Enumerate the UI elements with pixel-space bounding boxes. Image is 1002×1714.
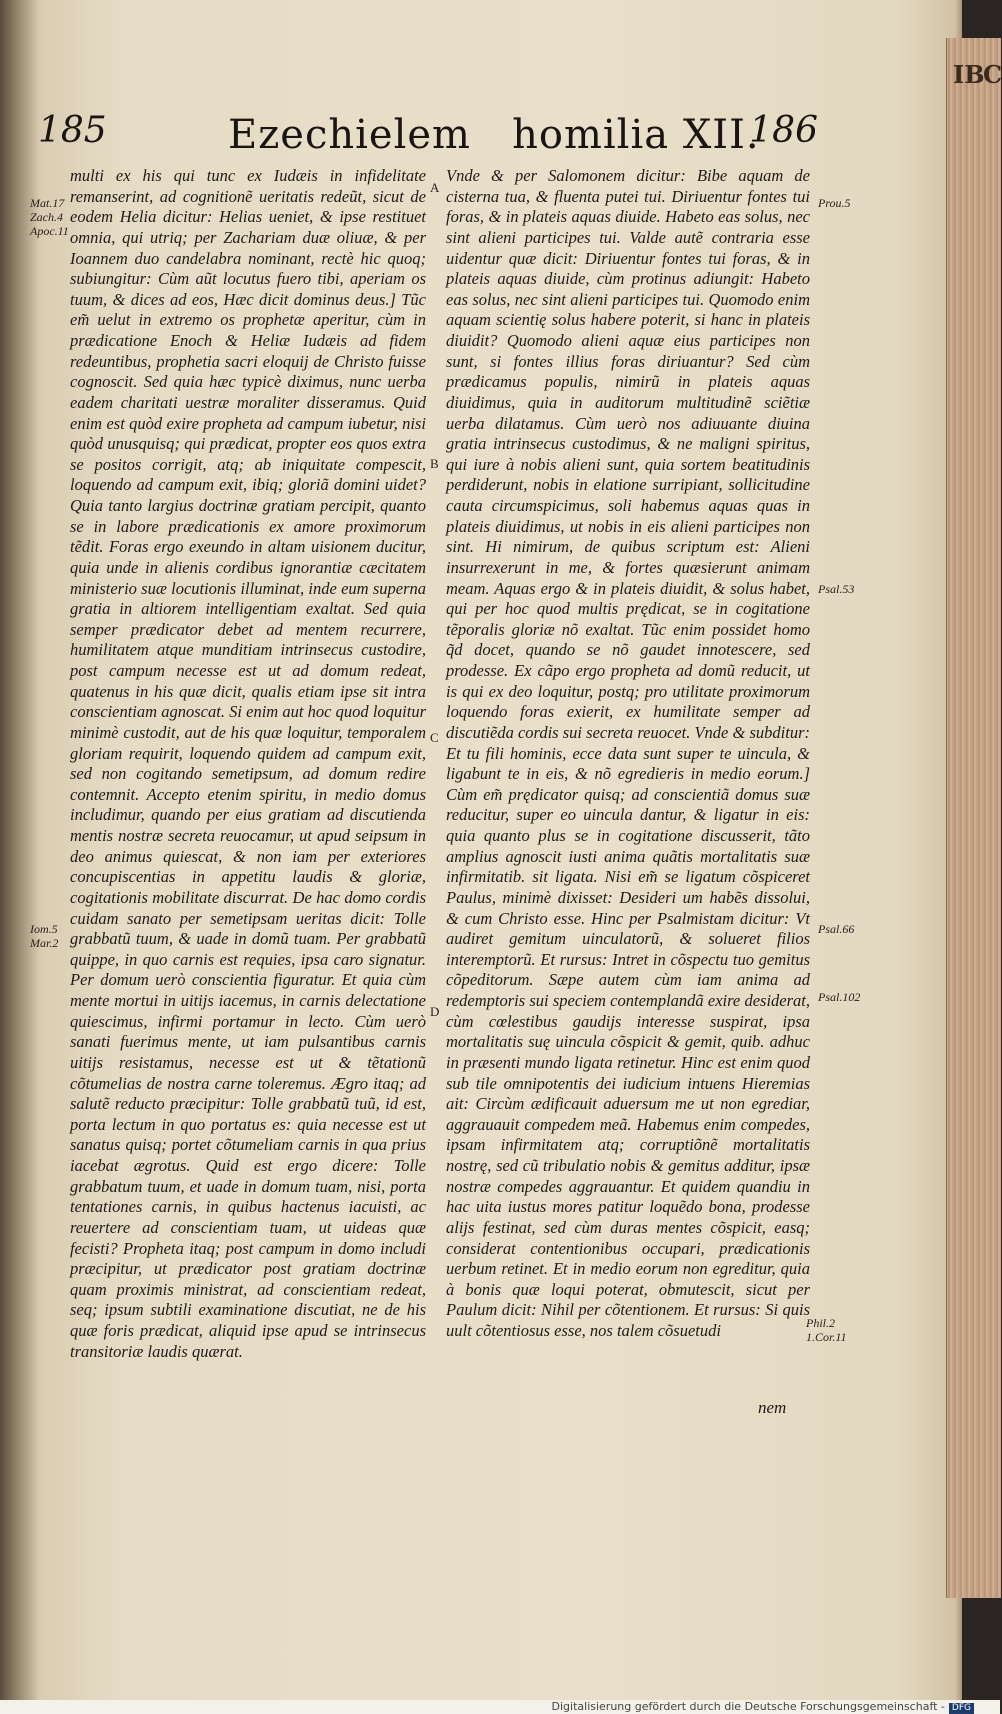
margin-note-left-top: Mat.17 Zach.4 Apoc.11 [30, 196, 69, 238]
dfg-logo: DFG [949, 1703, 974, 1714]
section-letter-a: A [430, 180, 440, 195]
page-header [38, 98, 818, 158]
margin-note-right-3: Psal.66 [818, 922, 855, 936]
edge-mark-2: C [983, 60, 1002, 89]
margin-note-left-bottom: Iom.5 Mar.2 [30, 922, 59, 950]
digitization-footer [0, 1700, 1000, 1714]
margin-note-right-2: Psal.53 [818, 582, 855, 596]
footer-credit: Digitalisierung gefördert durch die Deutsche Forschungsgemeinschaft - [551, 1700, 945, 1713]
folio-left: 185 [38, 110, 107, 151]
section-letter-c: C [430, 730, 439, 745]
running-title: Ezechielem homilia XII. [228, 112, 760, 158]
edge-mark-1: IB [953, 60, 985, 89]
margin-note-right-4: Psal.102 [818, 990, 861, 1004]
margin-note-right-5: Phil.2 1.Cor.11 [806, 1316, 847, 1344]
section-letter-d: D [430, 1004, 440, 1019]
footer-text [552, 1700, 974, 1714]
margin-note-right-1: Prou.5 [818, 196, 851, 210]
left-text-column [70, 166, 426, 1362]
right-column-text: Vnde & per Salomonem dicitur: Bibe aquam de cisterna tua, & fluenta putei tui. Diriuentur fontes tui foras, & in plateis aquas diuide. Habeto eas solus, nec sint alieni participes tui. Valde autẽ contraria esse uidentur quæ dicit: Diriuentur fontes tui foras, & in plateis aquas diuide, cùm protinus adiungit: Habeto eas solus, nec sint alieni participes tui. Quomodo enim aquam scientię solus habere poterit, si hanc in plateis diuidit? Quomodo alieni aquæ eius participes non sunt, si fontes illius foras diriuantur? Sed cùm prædicamus populis, nimirũ in plateis aquas diuidimus, quia in auditorum multitudinẽ sciẽtiæ uerba dilatamus. Cùm uerò nos adiuuante diuina gratia intrinsecus custodimus, & ne maligni spiritus, qui iure à nobis alieni sunt, quia sortem beatitudinis perdiderunt, nobis in elatione surripiant, sollicitudine cauta circumspicimus, soli habemus aquas quas in plateis diuidimus, ut nobis in eis alieni participes non sint. Hi nimirum, de quibus scriptum est: Alieni insurrexerunt in me, & fortes quæsierunt animam meam. Aquas ergo & in plateis diuidit, & solus habet, qui per hoc quod multis prędicat, se in cogitatione tẽporalis gloriæ nõ exaltat. Tũc enim possidet homo q̃d docet, quando se nõ gaudet innotescere, sed prodesse. Ex cãpo ergo propheta ad domũ reducit, ut is qui ex deo loquitur, postq; pro utilitate proximorum loquendo foras exierit, ex humilitate semper ad discutiẽda cordis sui secreta reuocet. Vnde & subditur: Et tu fili hominis, ecce data sunt super te uincula, & ligabunt te in eis, & nõ egredieris in medio eorum.] Cùm em̃ prędicator quisq; ad conscientiã domus suæ reducitur, super eo uincula dantur, & ligatur in eis: quia quanto plus se in cogitatione discusserit, tãto amplius agnoscit iusti anima quãtis mortalitatis suæ infirmitatib. sit ligata. Nisi em̃ se ligatum cõspiceret Paulus, minimè dixisset: Desideri um habẽs dissolui, & cum Christo esse. Hinc per Psalmistam dicitur: Vt audiret gemitum uinculatorũ, & solueret filios interemptorũ. Et rursus: Intret in cõspectu tuo gemitus cõpeditorum. Sæpe autem cùm iam anima ad redemptoris sui speciem contemplandã exire desiderat, cùm cœlestibus gaudijs interesse suspirat, ipsa mortalitatis suę uincula cõspicit & gemit, quib. adhuc in præsenti mundo ligata retinetur. Hinc est enim quod sub tile omnipotentis dei iudicium intuens Hieremias ait: Circùm ædificauit aduersum me ut non egrediar, aggrauauit compedem meã. Habemus enim compedes, ipsam infirmitatem atq; corruptiõnẽ mortalitatis nostrę, sed cũ tribulatio nobis & gemitus additur, ipsæ nostræ compedes aggrauantur. Et quidem quandiu in hac uita iustus mores patitur loquẽdo bona, prodesse alijs festinat, sed cùm duras mentes cõspicit, easq; considerat contentionibus occupari, prædicationis uerbum retinet. Et in medio eorum non egreditur, quia à bonis quæ loqui poterat, obmutescit, sicut per Paulum dicit: Nihil per cõtentionem. Et rursus: Si quis uult cõtentiosus esse, nos talem cõsuetudi [446, 166, 810, 1340]
page-edge-stack [946, 38, 1001, 1598]
right-text-column [446, 166, 810, 1342]
section-letter-b: B [430, 456, 439, 471]
folio-right: 186 [749, 110, 818, 151]
left-column-text: multi ex his qui tunc ex Iudæis in infidelitate remanserint, ad cognitionẽ ueritatis redeũt, sicut de eodem Helia dicitur: Helias ueniet, & ipse restituet omnia, qui utriq; per Zachariam duæ oliuæ, & per Ioannem duo candelabra nominant, rectè hic quoq; subiungitur: Cùm aũt locutus fuero tibi, aperiam os tuum, & dices ad eos, Hæc dicit dominus deus.] Tũc em̃ uelut in extremo os prophetæ aperitur, cùm in prædicatione Enoch & Heliæ Iudæis ad fidem redeuntibus, prophetia sacri eloquij de Christo fuisse cognoscit. Sed quia hæc typicè diximus, nunc uerba eadem charitati uestræ moraliter disseramus. Quid enim est quòd exire propheta ad campum iubetur, nisi quòd unusquisq; qui prædicat, propter eos quos extra se positos corrigit, atq; ab iniquitate compescit, loquendo ad campum exit, ibiq; gloriã domini uidet? Quia tanto largius doctrinæ gratiam percipit, quanto se in labore prædicationis ex amore proximorum tẽdit. Foras ergo exeundo in altam uisionem ducitur, quia unde in alienis cordibus ignorantiæ cæcitatem ministerio suæ locutionis illuminat, inde eum superna gratia in altiorem intelligentiam exaltat. Sed quia semper prædicator debet ad mentem recurrere, humilitatem atque munditiam intrinsecus custodire, post campum necesse est ut ad domum redeat, quatenus in his quæ dicit, qualis etiam ipse sit intra conscientiam agnoscat. Si enim aut hoc quod loquitur minimè custodit, aut de his quæ loquitur, temporalem gloriam requirit, loquendo quidem ad campum exit, sed non cogitando semetipsum, ad domum redire contemnit. Accepto etenim spiritu, in medio domus includimur, quando per eius gratiam ad discutienda mentis nostræ secreta reuocamur, ut apud seipsum in deo animus quiescat, & non iam per exteriores concupiscentias in appetitu laudis & gloriæ, cogitationis mobilitate discurrat. De hac domo cordis cuidam sanato per semetipsam ueritas dicit: Tolle grabbatũ tuum, & uade in domũ tuam. Per grabbatũ quippe, in quo carnis est requies, ipsa caro signatur. Per domum uerò conscientia figuratur. Et quia cùm mente mortui in uitijs iacemus, in carnis delectatione quiescimus, infirmi portamur in lecto. Cùm uerò sanati fuerimus mente, ut iam pulsantibus carnis uitijs resistamus, necesse est ut & tẽtationũ cõtumelias de nostra carne toleremus. Ægro itaq; ad salutẽ reducto præcipitur: Tolle grabbatũ tuũ, id est, porta lectum in quo portatus es: quia necesse est ut sanatus quisq; portet cõtumeliam carnis in qua prius iacebat ægrotus. Quid est ergo dicere: Tolle grabbatum tuum, et uade in domum tuam, nisi, porta tentationes carnis, in quibus hactenus iacuisti, ac reuertere ad conscientiam tuam, ut uideas quæ fecisti? Propheta itaq; post campum in domo includi præcipitur, ut prædicator post gratiam doctrinæ quam proximis ministrat, ad conscientiam redeat, seq; ipsum subtili examinatione discutiat, ne de his quæ foris prædicat, aliquid ipse apud se intrinsecus transitoriæ laudis quærat. [70, 166, 426, 1361]
catchword: nem [758, 1398, 787, 1417]
